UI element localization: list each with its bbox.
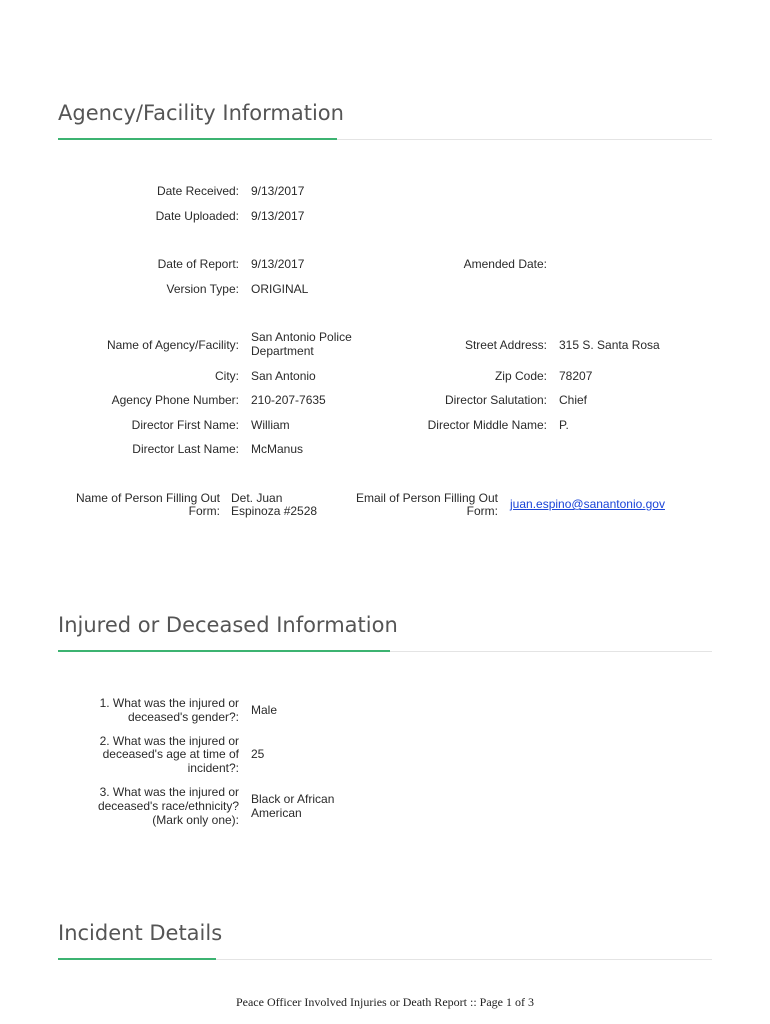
director-last-name-label: Director Last Name: (132, 442, 239, 456)
director-last-name-value: McManus (251, 442, 304, 456)
director-first-name-value: William (251, 418, 290, 432)
agency-phone-value: 210-207-7635 (251, 393, 326, 407)
version-type-value: ORIGINAL (251, 282, 309, 296)
answer-3-race-line1: Black or African (251, 792, 335, 806)
section-underline-accent (58, 138, 337, 140)
question-2-line1: 2. What was the injured or (99, 734, 239, 748)
street-address-value: 315 S. Santa Rosa (559, 338, 660, 352)
zip-code-label: Zip Code: (494, 369, 547, 383)
date-received-label: Date Received: (156, 184, 239, 198)
filler-name-value-line1: Det. Juan (231, 491, 283, 505)
date-uploaded-value: 9/13/2017 (251, 209, 305, 223)
question-3-line2: deceased's race/ethnicity? (97, 799, 239, 813)
date-uploaded-label: Date Uploaded: (155, 209, 239, 223)
question-3-line3: (Mark only one): (152, 813, 239, 827)
director-salutation-value: Chief (559, 393, 588, 407)
page-footer: Peace Officer Involved Injuries or Death Report :: Page 1 of 3 (235, 995, 534, 1009)
filler-name-label-line1: Name of Person Filling Out (75, 491, 220, 505)
question-2-line2: deceased's age at time of (102, 747, 239, 761)
date-of-report-label: Date of Report: (157, 257, 239, 271)
director-middle-name-value: P. (559, 418, 569, 432)
section-underline-accent (58, 958, 216, 960)
version-type-label: Version Type: (166, 282, 239, 296)
director-salutation-label: Director Salutation: (444, 393, 547, 407)
city-label: City: (215, 369, 239, 383)
section-title-agency: Agency/Facility Information (58, 101, 344, 125)
answer-3-race-line2: American (251, 806, 302, 820)
agency-name-line1: San Antonio Police (251, 330, 352, 344)
street-address-label: Street Address: (464, 338, 547, 352)
answer-2-age: 25 (251, 747, 265, 761)
date-of-report-value: 9/13/2017 (251, 257, 305, 271)
filler-name-label-line2: Form: (188, 504, 220, 518)
agency-name-line2: Department (251, 344, 314, 358)
director-middle-name-label: Director Middle Name: (427, 418, 547, 432)
filler-email-label-line2: Form: (466, 504, 498, 518)
amended-date-label: Amended Date: (463, 257, 547, 271)
agency-phone-label: Agency Phone Number: (111, 393, 239, 407)
agency-name-label: Name of Agency/Facility: (106, 338, 239, 352)
question-2-line3: incident?: (187, 761, 239, 775)
city-value: San Antonio (251, 369, 316, 383)
filler-email-label-line1: Email of Person Filling Out (355, 491, 498, 505)
filler-name-value-line2: Espinoza #2528 (231, 504, 318, 518)
section-title-injured: Injured or Deceased Information (58, 613, 398, 637)
section-title-incident: Incident Details (58, 921, 223, 945)
director-first-name-label: Director First Name: (131, 418, 239, 432)
zip-code-value: 78207 (559, 369, 593, 383)
question-1-line1: 1. What was the injured or (99, 696, 239, 710)
date-received-value: 9/13/2017 (251, 184, 305, 198)
question-3-line1: 3. What was the injured or (99, 785, 239, 799)
filler-email-link[interactable]: juan.espino@sanantonio.gov (510, 497, 665, 511)
answer-1-gender: Male (251, 703, 278, 717)
section-underline-accent (58, 650, 390, 652)
question-1-line2: deceased's gender?: (127, 710, 239, 724)
